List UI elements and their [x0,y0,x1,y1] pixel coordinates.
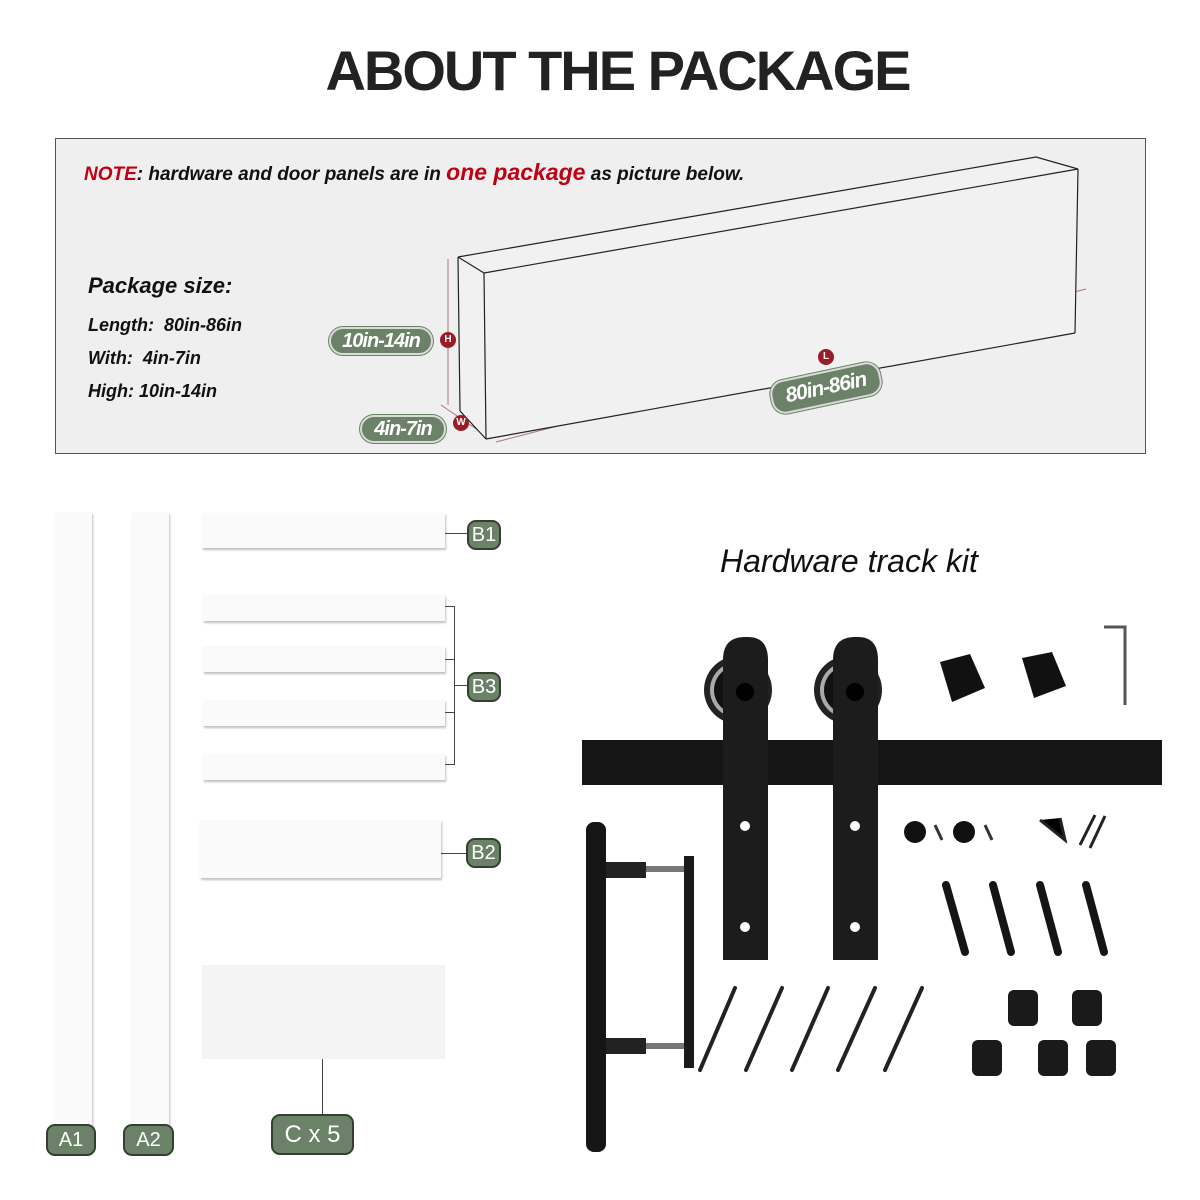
size-label: Length: [88,315,154,335]
bracket-tick [445,712,455,713]
part-a1-board [55,512,92,1132]
anti-jump-bolt-icon [946,885,1104,952]
lag-screw-icon [700,988,922,1070]
width-marker: W [453,415,469,431]
part-b3-board-3 [203,700,445,726]
size-value: 4in-7in [142,348,201,368]
package-info-panel [55,138,1146,454]
part-b3-board-2 [203,646,445,672]
part-b2-board [200,820,441,878]
part-b2-label: B2 [466,838,501,868]
bracket-tick [445,659,455,660]
part-b1-label: B1 [467,520,501,550]
hex-wrench-icon [1104,627,1125,705]
part-c-board [202,965,445,1059]
part-b1-leader [445,533,468,534]
bracket-tick [445,606,455,607]
floor-guide-icon [1040,815,1105,848]
part-b1-board [202,513,445,548]
pull-handle-icon [586,822,694,1152]
part-c-label: C x 5 [271,1114,354,1155]
package-size-heading: Package size: [88,273,233,298]
part-b3-leader [454,685,468,686]
size-label: High: [88,381,134,401]
part-b2-leader [441,853,467,854]
width-dimension-pill: 4in-7in [360,415,446,443]
hardware-kit-title: Hardware track kit [720,543,978,579]
door-stopper-icon [940,652,1066,702]
part-c-leader [322,1059,323,1115]
hardware-kit-illustration [560,600,1180,1160]
page-title: ABOUT THE PACKAGE [325,39,910,102]
part-b3-label: B3 [467,672,501,702]
bracket-tick [445,764,455,765]
part-b3-board-1 [203,595,445,621]
spacer-icon [972,990,1116,1076]
note-prefix: NOTE [84,164,137,185]
wall-spacer-cap-icon [904,821,992,843]
part-a2-board [132,512,169,1132]
size-value: 10in-14in [139,381,218,401]
part-a1-label: A1 [46,1124,96,1156]
length-dimension-pill: 80in-86in [768,360,885,417]
note-emphasis: one package [446,159,586,185]
part-b3-board-4 [203,754,445,780]
note-text-2: as picture below. [585,164,745,185]
roller-hanger-icon [723,637,878,960]
package-box-illustration [56,139,1147,455]
size-label: With: [88,348,133,368]
part-a2-label: A2 [123,1124,174,1156]
note-text-1: : hardware and door panels are in [136,164,447,185]
length-marker: L [818,349,834,365]
height-dimension-pill: 10in-14in [329,327,433,355]
height-marker: H [440,332,456,348]
size-value: 80in-86in [164,315,243,335]
